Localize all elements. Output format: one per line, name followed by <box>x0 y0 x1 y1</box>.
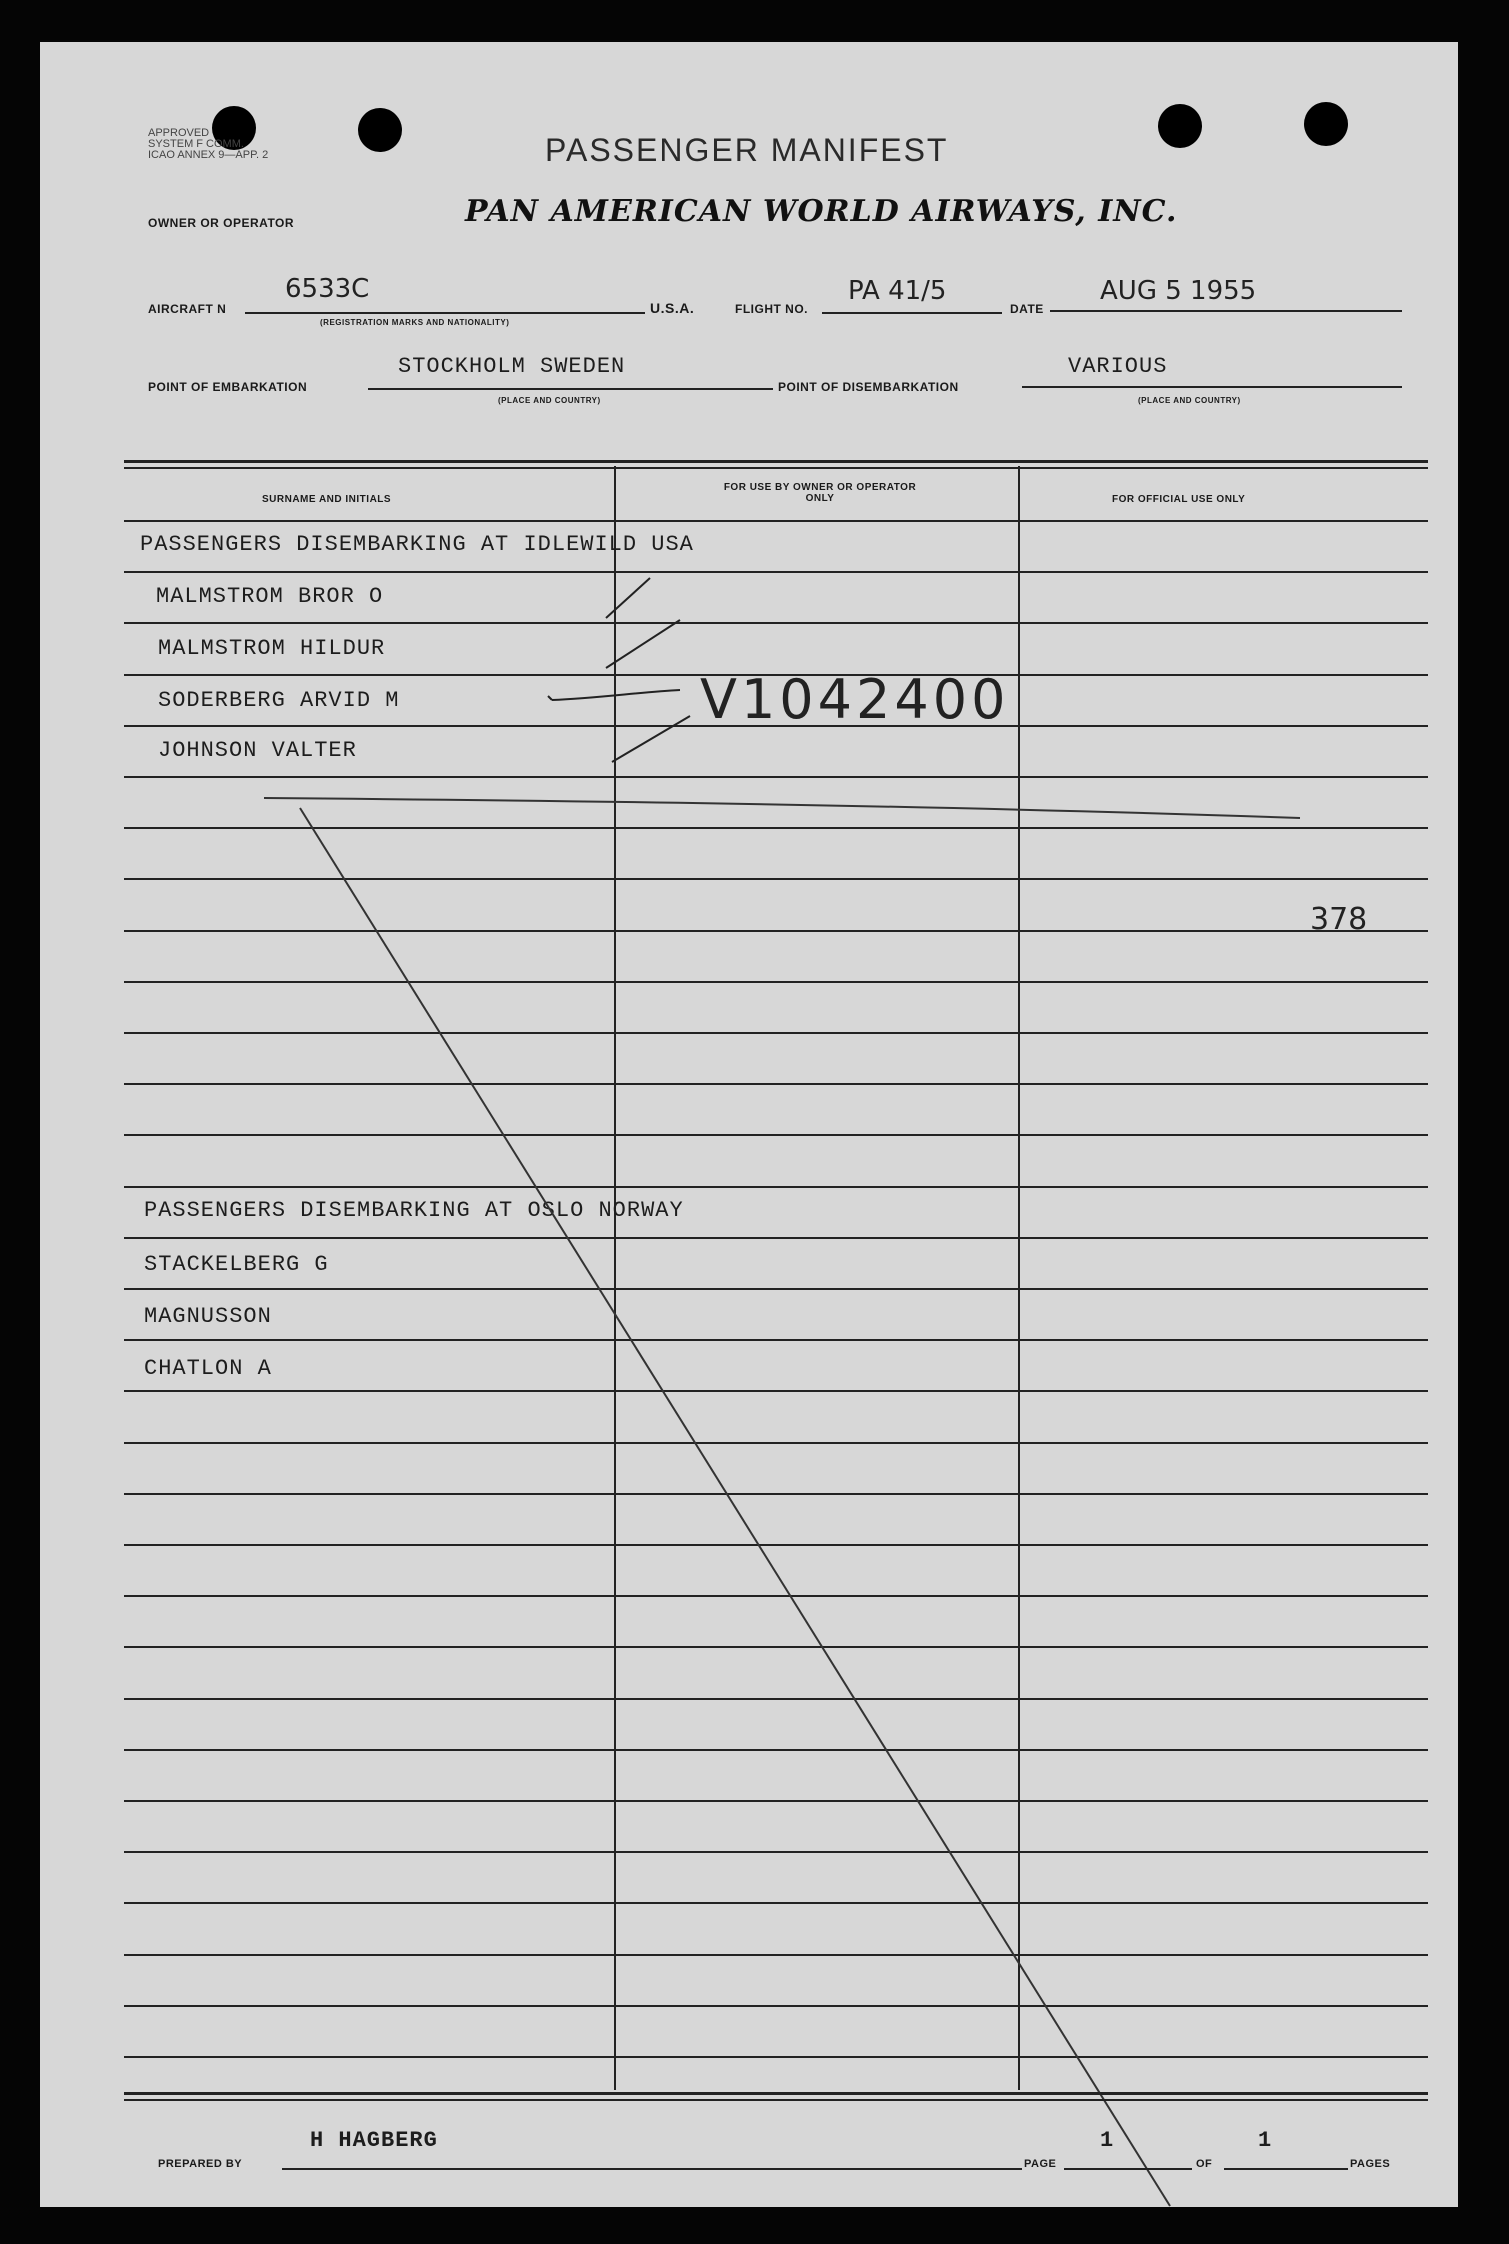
embarkation-label: POINT OF EMBARKATION <box>148 380 308 394</box>
passenger-name: MAGNUSSON <box>144 1304 272 1329</box>
date-label: DATE <box>1010 302 1044 316</box>
page-value: 1 <box>1100 2128 1115 2153</box>
passenger-name: CHATLON A <box>144 1356 272 1381</box>
place-caption-left: (PLACE AND COUNTRY) <box>498 396 601 405</box>
disembarkation-label: POINT OF DISEMBARKATION <box>778 380 959 394</box>
passenger-name: JOHNSON VALTER <box>158 738 357 763</box>
owner-label: OWNER OR OPERATOR <box>148 216 295 230</box>
passenger-name: SODERBERG ARVID M <box>158 688 400 713</box>
section-heading: PASSENGERS DISEMBARKING AT IDLEWILD USA <box>140 532 694 557</box>
aircraft-label: AIRCRAFT N <box>148 302 227 316</box>
approval-line: SYSTEM F COMM. <box>148 138 244 150</box>
flight-label: FLIGHT NO. <box>735 302 808 316</box>
usa-label: U.S.A. <box>650 300 695 316</box>
page-label: PAGE <box>1024 2158 1057 2170</box>
date-value: AUG 5 1955 <box>1100 276 1257 306</box>
page-underline <box>1064 2168 1192 2170</box>
flight-value: PA 41/5 <box>848 276 947 306</box>
prepared-label: PREPARED BY <box>158 2158 243 2170</box>
pages-label: PAGES <box>1350 2158 1391 2170</box>
prepared-value: H HAGBERG <box>310 2128 438 2153</box>
passenger-name: STACKELBERG G <box>144 1252 329 1277</box>
of-label: OF <box>1196 2158 1213 2170</box>
handwritten-code: V1042400 <box>700 668 1010 731</box>
disembarkation-value: VARIOUS <box>1068 354 1168 379</box>
footer-rule <box>124 2099 1428 2101</box>
column-header-operator: FOR USE BY OWNER OR OPERATOR ONLY <box>723 482 917 504</box>
passenger-name: MALMSTROM BROR O <box>156 584 384 609</box>
column-header-surname: SURNAME AND INITIALS <box>262 494 392 505</box>
footer-rule <box>124 2092 1428 2095</box>
official-note: 378 <box>1310 902 1368 937</box>
of-value: 1 <box>1258 2128 1273 2153</box>
page-title: PASSENGER MANIFEST <box>545 132 949 168</box>
prepared-underline <box>282 2168 1022 2170</box>
aircraft-value: 6533C <box>285 274 370 304</box>
of-underline <box>1224 2168 1348 2170</box>
passenger-name: MALMSTROM HILDUR <box>158 636 386 661</box>
embarkation-value: STOCKHOLM SWEDEN <box>398 354 626 379</box>
place-caption-right: (PLACE AND COUNTRY) <box>1138 396 1241 405</box>
column-header-official: FOR OFFICIAL USE ONLY <box>1112 494 1246 505</box>
section-heading: PASSENGERS DISEMBARKING AT OSLO NORWAY <box>144 1198 684 1223</box>
operator-name: PAN AMERICAN WORLD AIRWAYS, INC. <box>465 194 1178 229</box>
registration-caption: (REGISTRATION MARKS AND NATIONALITY) <box>320 318 510 327</box>
approval-line: ICAO ANNEX 9—APP. 2 <box>148 149 269 161</box>
approval-line: APPROVED <box>148 127 210 139</box>
